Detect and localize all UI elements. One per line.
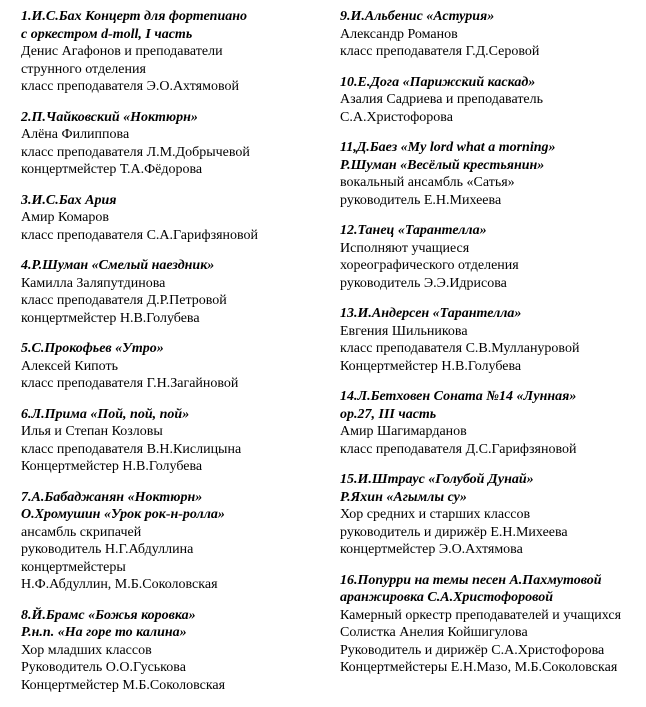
piece-title-line: 11,Д.Баез «My lord what a morning»: [340, 140, 556, 155]
performer-line: ансамбль скрипачей: [21, 524, 142, 540]
performer-line: Камилла Заляпутдинова: [21, 275, 166, 291]
program-item-12: [340, 222, 640, 292]
performer-line: класс преподавателя Э.О.Ахтямовой: [21, 79, 239, 94]
performer-line: Хор средних и старших классов: [340, 507, 531, 522]
program-item-13: [340, 305, 640, 375]
piece-title-line: 5.С.Прокофьев «Утро»: [21, 341, 164, 356]
performer-line: Амир Шагимарданов: [340, 424, 467, 439]
performer-line: Хор младших классов: [21, 642, 152, 658]
program-item-6: [21, 406, 333, 476]
piece-title-line: 15.И.Штраус «Голубой Дунай»: [340, 472, 534, 487]
performer-line: вокальный ансамбль «Сатья»: [340, 175, 515, 190]
performer-line: Концертмейстер М.Б.Соколовская: [21, 677, 226, 693]
performer-line: класс преподавателя Д.С.Гарифзяновой: [340, 441, 577, 457]
performer-line: С.А.Христофорова: [340, 109, 453, 125]
piece-title-line: 1.И.С.Бах Концерт для фортепиано: [21, 9, 248, 24]
performer-line: концертмейстер Н.В.Голубева: [21, 310, 200, 326]
performer-line: Концертмейстеры Е.Н.Мазо, М.Б.Соколовская: [340, 660, 618, 675]
piece-title-line: 16.Попурри на темы песен А.Пахмутовой: [340, 572, 602, 588]
performer-line: Алёна Филиппова: [21, 127, 130, 142]
performer-line: Исполняют учащиеся: [340, 240, 470, 256]
piece-title-line: 13.И.Андерсен «Тарантелла»: [340, 306, 522, 321]
performer-line: класс преподавателя Д.Р.Петровой: [21, 293, 227, 308]
program-item-11: [340, 139, 640, 209]
performer-line: класс преподавателя Г.Н.Загайновой: [21, 376, 239, 391]
performer-line: Амир Комаров: [21, 210, 109, 225]
performer-line: Евгения Шильникова: [340, 323, 468, 339]
performer-line: руководитель Е.Н.Михеева: [340, 192, 502, 208]
program-item-9: [340, 8, 640, 61]
program-column-left: [21, 8, 333, 707]
program-item-10: [340, 74, 640, 127]
performer-line: хореографического отделения: [340, 258, 519, 273]
performer-line: класс преподавателя В.Н.Кислицына: [21, 441, 242, 457]
piece-title-line: 12.Танец «Тарантелла»: [340, 223, 487, 238]
performer-line: Камерный оркестр преподавателей и учащихся: [340, 607, 622, 623]
performer-line: Н.Ф.Абдуллин, М.Б.Соколовская: [21, 577, 218, 592]
performer-line: Денис Агафонов и преподаватели: [21, 44, 223, 59]
performer-line: Алексей Кипоть: [21, 358, 118, 374]
program-item-14: [340, 388, 640, 458]
program-item-4: [21, 257, 333, 327]
program-item-8: [21, 607, 333, 695]
performer-line: Александр Романов: [340, 26, 458, 42]
performer-line: концертмейстеры: [21, 559, 126, 575]
performer-line: концертмейстер Э.О.Ахтямова: [340, 542, 523, 557]
piece-title-line: 9.И.Альбенис «Астурия»: [340, 9, 495, 24]
piece-title-line: 8.Й.Брамс «Божья коровка»: [21, 607, 196, 623]
performer-line: руководитель Э.Э.Идрисова: [340, 275, 507, 291]
performer-line: руководитель и дирижёр Е.Н.Михеева: [340, 524, 568, 540]
performer-line: Илья и Степан Козловы: [21, 424, 163, 439]
piece-title-line: Р.Яхин «Агымлы су»: [340, 489, 467, 505]
performer-line: класс преподавателя С.А.Гарифзяновой: [21, 227, 259, 243]
performer-line: Руководитель О.О.Гуськова: [21, 660, 186, 675]
piece-title-line: 4.Р.Шуман «Смелый наездник»: [21, 258, 215, 273]
piece-title-line: с оркестром d-moll, I часть: [21, 26, 193, 42]
performer-line: класс преподавателя Л.М.Добрычевой: [21, 144, 250, 160]
piece-title-line: О.Хромушин «Урок рок-н-ролла»: [21, 507, 225, 522]
performer-line: Солистка Анелия Койшигулова: [340, 625, 528, 640]
piece-title-line: Р.Шуман «Весёлый крестьянин»: [340, 157, 545, 173]
program-item-2: [21, 109, 333, 179]
performer-line: класс преподавателя Г.Д.Серовой: [340, 44, 540, 59]
piece-title-line: 6.Л.Прима «Пой, пой, пой»: [21, 406, 190, 422]
piece-title-line: 14.Л.Бетховен Соната №14 «Лунная»: [340, 389, 577, 404]
program-item-3: [21, 192, 333, 245]
program-item-1: [21, 8, 333, 96]
piece-title-line: ор.27, III часть: [340, 406, 437, 422]
performer-line: Концертмейстер Н.В.Голубева: [21, 459, 203, 474]
performer-line: струнного отделения: [21, 61, 146, 77]
program-item-15: [340, 471, 640, 559]
performer-line: класс преподавателя С.В.Муллануровой: [340, 341, 580, 356]
piece-title-line: 10.Е.Дога «Парижский каскад»: [340, 74, 536, 90]
performer-line: Руководитель и дирижёр С.А.Христофорова: [340, 642, 605, 658]
performer-line: Азалия Садриева и преподаватель: [340, 92, 544, 107]
performer-line: руководитель Н.Г.Абдуллина: [21, 542, 194, 557]
program-item-7: [21, 489, 333, 594]
piece-title-line: 2.П.Чайковский «Ноктюрн»: [21, 109, 198, 125]
piece-title-line: Р.н.п. «На горе то калина»: [21, 625, 187, 640]
piece-title-line: аранжировка С.А.Христофоровой: [340, 590, 553, 605]
program-column-right: [340, 8, 640, 690]
performer-line: Концертмейстер Н.В.Голубева: [340, 358, 522, 374]
program-item-16: [340, 572, 640, 677]
performer-line: концертмейстер Т.А.Фёдорова: [21, 162, 203, 177]
program-item-5: [21, 340, 333, 393]
piece-title-line: 3.И.С.Бах Ария: [21, 192, 117, 208]
piece-title-line: 7.А.Бабаджанян «Ноктюрн»: [21, 489, 203, 505]
